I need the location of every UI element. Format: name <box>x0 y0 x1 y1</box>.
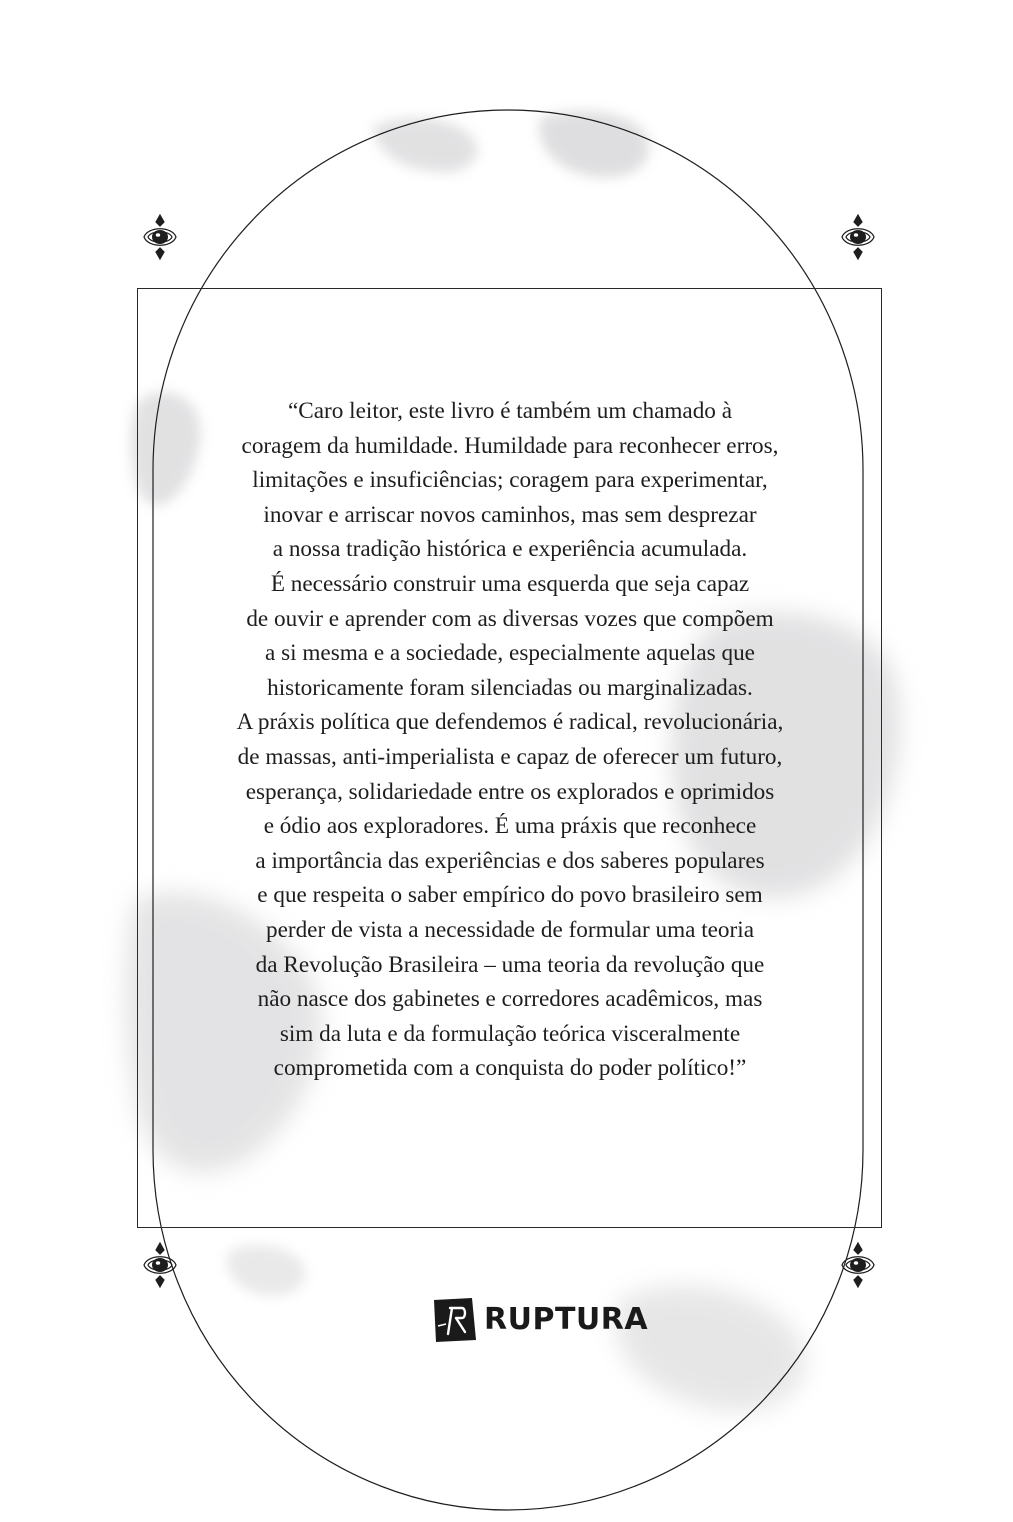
eye-ornament-icon <box>838 212 878 262</box>
quote-line: esperança, solidariedade entre os explorados e oprimidos <box>245 778 775 805</box>
quote-line: historicamente foram silenciadas ou marginalizadas. <box>267 674 753 701</box>
publisher-logo <box>432 1296 649 1346</box>
quote-line: e ódio aos exploradores. É uma práxis que reconhece <box>263 813 757 840</box>
quote-line: de ouvir e aprender com as diversas vozes que compõem <box>246 605 774 632</box>
eye-ornament-icon <box>838 1240 878 1290</box>
ruptura-logo-mark <box>432 1296 478 1344</box>
quote-line: a importância das experiências e dos saberes populares <box>255 847 765 874</box>
quote-line: A práxis política que defendemos é radical, revolucionária, <box>236 709 784 736</box>
quote-line: coragem da humildade. Humildade para reconhecer erros, <box>241 432 779 459</box>
quote-line: comprometida com a conquista do poder político!” <box>273 1055 747 1082</box>
back-cover-quote <box>160 394 860 1086</box>
quote-line: perder de vista a necessidade de formular uma teoria <box>265 916 754 943</box>
quote-line: sim da luta e da formulação teórica visceralmente <box>279 1020 741 1047</box>
quote-line: não nasce dos gabinetes e corredores acadêmicos, mas <box>257 986 763 1013</box>
quote-line: inovar e arriscar novos caminhos, mas sem desprezar <box>263 501 757 528</box>
quote-line: a nossa tradição histórica e experiência acumulada. <box>272 536 748 563</box>
quote-line: da Revolução Brasileira – uma teoria da revolução que <box>255 951 765 978</box>
quote-line: de massas, anti-imperialista e capaz de oferecer um futuro, <box>237 743 783 770</box>
eye-ornament-icon <box>140 1240 180 1290</box>
quote-line: “Caro leitor, este livro é também um chamado à <box>288 398 732 424</box>
quote-line: limitações e insuficiências; coragem para experimentar, <box>252 467 768 494</box>
publisher-name: RUPTURA <box>484 1302 649 1337</box>
wash-top-left <box>372 118 477 172</box>
wash-bottom-left <box>227 1245 305 1296</box>
quote-line: e que respeita o saber empírico do povo brasileiro sem <box>257 882 763 909</box>
eye-ornament-icon <box>140 212 180 262</box>
quote-line: a si mesma e a sociedade, especialmente aquelas que <box>265 640 755 667</box>
quote-line: É necessário construir uma esquerda que seja capaz <box>270 570 750 597</box>
